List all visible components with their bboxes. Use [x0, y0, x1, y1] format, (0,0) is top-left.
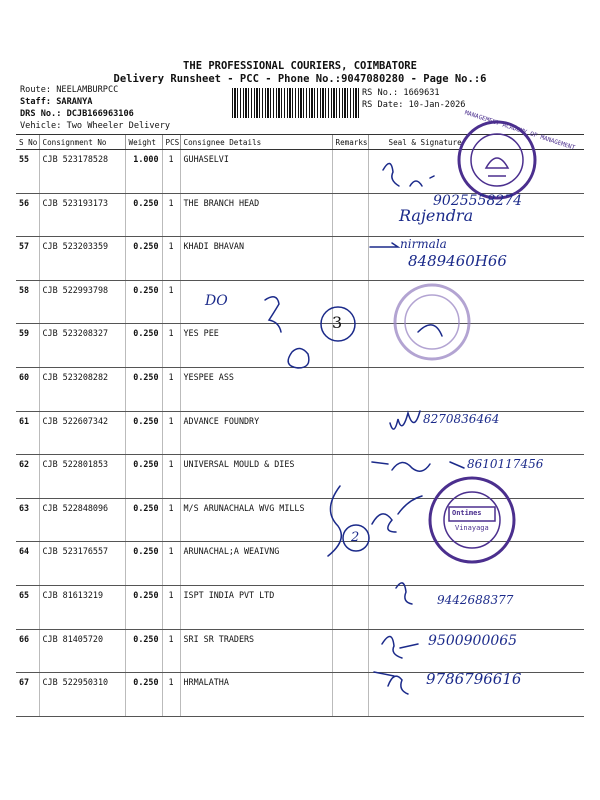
stamp-bottom-sub-text: Vinayaga — [455, 524, 489, 532]
stamp-bottom-inner-text: Ontimes — [452, 509, 482, 517]
table-row — [16, 324, 584, 368]
row-pcs: 1 — [162, 150, 180, 194]
row-weight: 0.250 — [125, 324, 162, 368]
row-consignee: YES PEE — [180, 324, 332, 368]
row-remarks — [332, 673, 368, 717]
table-row — [16, 542, 584, 586]
rs-number: RS No.: 1669631 — [362, 88, 440, 98]
row-weight: 0.250 — [125, 193, 162, 237]
row-consignee: SRI SR TRADERS — [180, 629, 332, 673]
row-signature — [368, 280, 584, 324]
row-pcs: 1 — [162, 237, 180, 281]
row-pcs: 1 — [162, 411, 180, 455]
handwritten-name-57: nirmala — [400, 237, 447, 251]
row-consignment: CJB 523208282 — [39, 367, 125, 411]
row-weight: 0.250 — [125, 280, 162, 324]
row-remarks — [332, 629, 368, 673]
row-consignment: CJB 522950310 — [39, 673, 125, 717]
row-weight: 0.250 — [125, 455, 162, 499]
row-consignment: CJB 522607342 — [39, 411, 125, 455]
col-consignment: Consignment No — [39, 135, 125, 150]
col-remarks: Remarks — [332, 135, 368, 150]
row-sno: 65 — [16, 585, 39, 629]
row-sno: 61 — [16, 411, 39, 455]
handwritten-circle-64: 2 — [351, 530, 360, 545]
handwritten-phone-62: 8610117456 — [467, 457, 544, 471]
table-row — [16, 498, 584, 542]
row-consignee: ISPT INDIA PVT LTD — [180, 585, 332, 629]
row-remarks — [332, 542, 368, 586]
row-weight: 0.250 — [125, 237, 162, 281]
rs-date: RS Date: 10-Jan-2026 — [362, 100, 466, 110]
handwritten-do-59: DO — [205, 293, 228, 309]
row-weight: 1.000 — [125, 150, 162, 194]
handwritten-phone-66: 9500900065 — [428, 633, 518, 649]
row-consignment: CJB 522993798 — [39, 280, 125, 324]
row-pcs: 1 — [162, 673, 180, 717]
row-consignment: CJB 523176557 — [39, 542, 125, 586]
row-consignment: CJB 522848096 — [39, 498, 125, 542]
route-label: Route: NEELAMBURPCC — [20, 85, 119, 95]
table-row — [16, 150, 584, 194]
row-consignee: THE BRANCH HEAD — [180, 193, 332, 237]
handwritten-phone-61: 8270836464 — [423, 412, 500, 426]
row-consignee: KHADI BHAVAN — [180, 237, 332, 281]
row-weight: 0.250 — [125, 585, 162, 629]
row-signature — [368, 542, 584, 586]
drs-number: DRS No.: DCJB166963106 — [20, 109, 134, 119]
handwritten-phone-57: 8489460H66 — [408, 252, 507, 270]
row-sno: 67 — [16, 673, 39, 717]
row-signature — [368, 324, 584, 368]
row-consignee: M/S ARUNACHALA WVG MILLS — [180, 498, 332, 542]
handwritten-name-56: Rajendra — [399, 206, 474, 225]
row-sno: 62 — [16, 455, 39, 499]
col-weight: Weight — [125, 135, 162, 150]
table-row — [16, 280, 584, 324]
row-remarks — [332, 498, 368, 542]
row-signature — [368, 367, 584, 411]
row-consignment: CJB 523178528 — [39, 150, 125, 194]
row-pcs: 1 — [162, 455, 180, 499]
row-sno: 56 — [16, 193, 39, 237]
row-signature — [368, 150, 584, 194]
row-weight: 0.250 — [125, 629, 162, 673]
row-consignee: GUHASELVI — [180, 150, 332, 194]
row-consignee: HRMALATHA — [180, 673, 332, 717]
row-remarks — [332, 237, 368, 281]
row-pcs: 1 — [162, 280, 180, 324]
row-consignee — [180, 280, 332, 324]
row-remarks — [332, 150, 368, 194]
vehicle-label: Vehicle: Two Wheeler Delivery — [20, 121, 171, 131]
row-pcs: 1 — [162, 324, 180, 368]
row-weight: 0.250 — [125, 498, 162, 542]
handwritten-phone-65: 9442688377 — [437, 593, 514, 607]
row-pcs: 1 — [162, 498, 180, 542]
table-header-row — [16, 135, 584, 150]
row-remarks — [332, 193, 368, 237]
row-weight: 0.250 — [125, 367, 162, 411]
row-signature — [368, 585, 584, 629]
table-row — [16, 585, 584, 629]
handwritten-phone-67: 9786796616 — [426, 670, 522, 688]
row-consignment: CJB 81613219 — [39, 585, 125, 629]
row-sno: 60 — [16, 367, 39, 411]
row-sno: 55 — [16, 150, 39, 194]
col-sno: S No — [16, 135, 39, 150]
row-sno: 64 — [16, 542, 39, 586]
row-consignee: UNIVERSAL MOULD & DIES — [180, 455, 332, 499]
row-consignment: CJB 523193173 — [39, 193, 125, 237]
row-sno: 63 — [16, 498, 39, 542]
row-sno: 66 — [16, 629, 39, 673]
handwritten-circle-59: 3 — [332, 313, 343, 332]
row-pcs: 1 — [162, 193, 180, 237]
col-seal-signature: Seal & Signature — [368, 135, 584, 150]
row-remarks — [332, 411, 368, 455]
col-consignee: Consignee Details — [180, 135, 332, 150]
staff-label: Staff: SARANYA — [20, 97, 93, 107]
row-weight: 0.250 — [125, 673, 162, 717]
row-weight: 0.250 — [125, 411, 162, 455]
company-title: THE PROFESSIONAL COURIERS, COIMBATORE — [183, 60, 417, 72]
row-sno: 57 — [16, 237, 39, 281]
runsheet-subtitle: Delivery Runsheet - PCC - Phone No.:9047080280 - Page No.:6 — [113, 73, 487, 85]
row-pcs: 1 — [162, 629, 180, 673]
row-consignment: CJB 522801853 — [39, 455, 125, 499]
row-weight: 0.250 — [125, 542, 162, 586]
row-consignee: ARUNACHAL;A WEAIVNG — [180, 542, 332, 586]
table-row — [16, 367, 584, 411]
row-remarks — [332, 367, 368, 411]
handwritten-phone-56: 9025558274 — [433, 193, 523, 209]
row-pcs: 1 — [162, 542, 180, 586]
row-consignment: CJB 523208327 — [39, 324, 125, 368]
row-sno: 58 — [16, 280, 39, 324]
row-consignee: YESPEE ASS — [180, 367, 332, 411]
row-consignment: CJB 523203359 — [39, 237, 125, 281]
row-pcs: 1 — [162, 367, 180, 411]
row-signature — [368, 498, 584, 542]
stamp-top-text: MANAGEMENT ACADEMY OF MANAGEMENT — [463, 109, 576, 152]
row-pcs: 1 — [162, 585, 180, 629]
col-pcs: PCS — [162, 135, 180, 150]
row-remarks — [332, 585, 368, 629]
row-remarks — [332, 455, 368, 499]
barcode — [232, 88, 360, 118]
row-sno: 59 — [16, 324, 39, 368]
row-consignee: ADVANCE FOUNDRY — [180, 411, 332, 455]
row-consignment: CJB 81405720 — [39, 629, 125, 673]
